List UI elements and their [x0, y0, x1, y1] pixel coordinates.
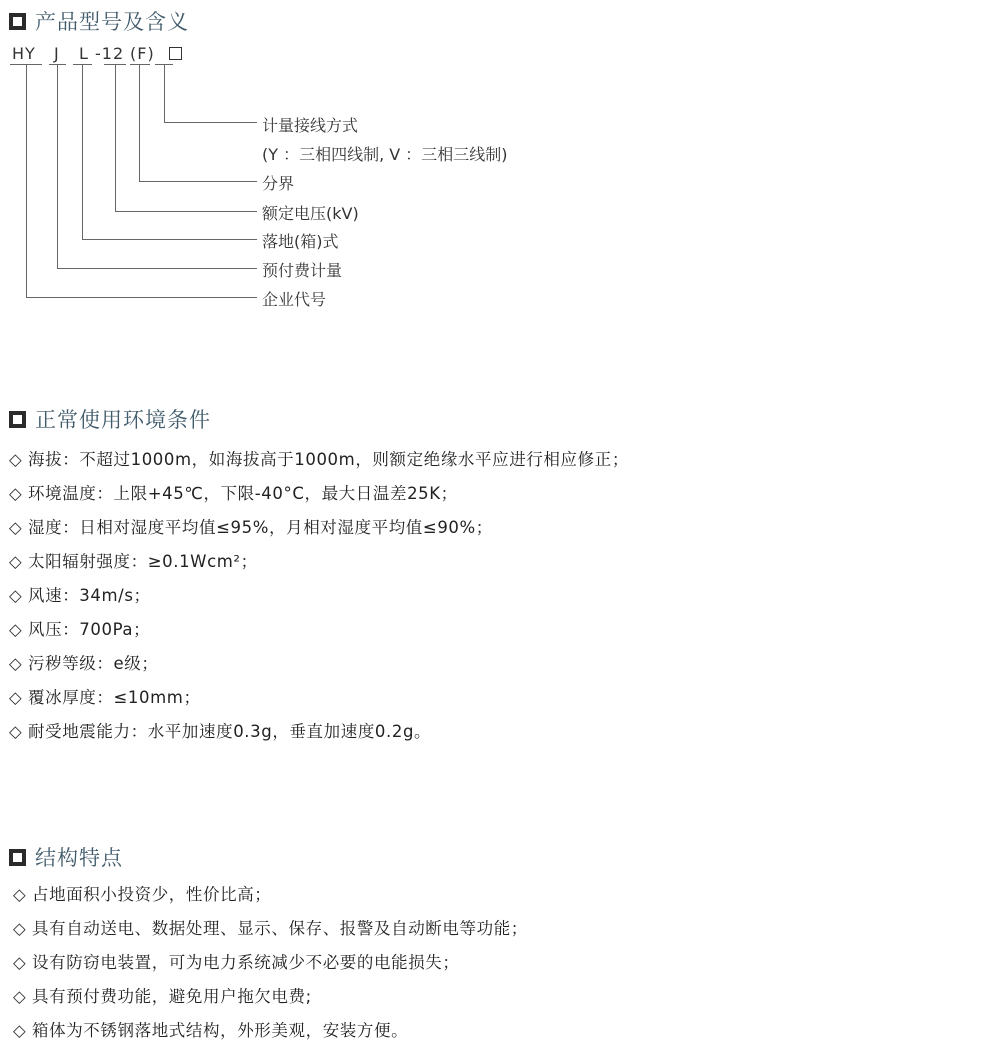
meaning-boundary: 分界 [262, 174, 295, 193]
list-item [9, 446, 629, 470]
list-item [13, 881, 271, 905]
list-item-text: 覆冰厚度：≤10mm； [28, 688, 201, 707]
list-item-text: 污秽等级：e级； [28, 654, 159, 673]
code-j: J [54, 44, 60, 63]
list-item-text: 箱体为不锈钢落地式结构，外形美观，安装方便。 [32, 1021, 409, 1040]
square-bullet-icon [9, 411, 26, 428]
list-item-text: 太阳辐射强度：≥0.1Wcm²； [28, 552, 258, 571]
list-item [9, 684, 201, 708]
diamond-bullet-icon: ◇ [13, 987, 27, 1006]
list-item [9, 548, 258, 572]
section-title-model [9, 7, 189, 35]
list-item [9, 650, 158, 674]
connector-12-h [115, 211, 257, 212]
diamond-bullet-icon: ◇ [13, 919, 27, 938]
square-bullet-icon [9, 849, 26, 866]
list-item [9, 718, 431, 742]
section-title-environment [9, 405, 211, 433]
connector-l-v [82, 64, 83, 239]
meaning-connection-mode: 计量接线方式 [262, 116, 359, 135]
connector-l-h [82, 239, 257, 240]
connector-f-v [139, 64, 140, 181]
list-item-text: 具有预付费功能，避免用户拖欠电费; [32, 987, 312, 1006]
code-dash-12: -12 [95, 44, 125, 63]
meaning-connection-note: (Y ：三相四线制, V ：三相三线制) [262, 145, 508, 164]
diamond-bullet-icon: ◇ [13, 953, 27, 972]
code-placeholder-box [169, 47, 182, 60]
list-item-text: 海拔：不超过1000m，如海拔高于1000m，则额定绝缘水平应进行相应修正； [28, 450, 629, 469]
diamond-bullet-icon: ◇ [13, 1021, 27, 1040]
connector-j-v [57, 64, 58, 268]
section-title-text: 产品型号及含义 [35, 10, 189, 34]
list-item-text: 环境温度：上限+45℃，下限-40°C，最大日温差25K； [28, 484, 458, 503]
list-item-text: 耐受地震能力：水平加速度0.3g，垂直加速度0.2g。 [28, 722, 432, 741]
section-title-structure [9, 843, 123, 871]
list-item [13, 1017, 408, 1041]
list-item [13, 915, 528, 939]
list-item [9, 514, 493, 538]
meaning-company-code: 企业代号 [262, 290, 327, 309]
connector-12-v [115, 64, 116, 211]
meaning-prepaid: 预付费计量 [262, 261, 343, 280]
list-item-text: 设有防窃电装置，可为电力系统减少不必要的电能损失； [32, 953, 460, 972]
diamond-bullet-icon: ◇ [9, 484, 23, 503]
section-title-text: 结构特点 [35, 846, 123, 870]
list-item [13, 949, 460, 973]
connector-box-h [164, 122, 257, 123]
diamond-bullet-icon: ◇ [9, 722, 23, 741]
connector-f-h [139, 181, 257, 182]
list-item-text: 风速：34m/s； [28, 586, 151, 605]
meaning-rated-voltage: 额定电压(kV) [262, 204, 359, 223]
list-item-text: 风压：700Pa； [28, 620, 151, 639]
square-bullet-icon [9, 13, 26, 30]
code-l: L [79, 44, 89, 63]
list-item-text: 具有自动送电、数据处理、显示、保存、报警及自动断电等功能； [32, 919, 528, 938]
list-item [13, 983, 312, 1007]
list-item-text: 湿度：日相对湿度平均值≤95%，月相对湿度平均值≤90%； [28, 518, 493, 537]
connector-j-h [57, 268, 257, 269]
code-hy: HY [12, 44, 36, 63]
section-title-text: 正常使用环境条件 [35, 408, 211, 432]
connector-hy-h [26, 297, 257, 298]
diamond-bullet-icon: ◇ [9, 586, 23, 605]
diamond-bullet-icon: ◇ [9, 552, 23, 571]
diamond-bullet-icon: ◇ [13, 885, 27, 904]
diamond-bullet-icon: ◇ [9, 518, 23, 537]
code-f: (F) [130, 44, 155, 63]
list-item [9, 582, 151, 606]
diamond-bullet-icon: ◇ [9, 688, 23, 707]
list-item [9, 480, 458, 504]
diamond-bullet-icon: ◇ [9, 450, 23, 469]
list-item-text: 占地面积小投资少，性价比高； [32, 885, 272, 904]
list-item [9, 616, 150, 640]
diamond-bullet-icon: ◇ [9, 620, 23, 639]
underline-f [130, 64, 150, 65]
diamond-bullet-icon: ◇ [9, 654, 23, 673]
meaning-floor-box: 落地(箱)式 [262, 232, 339, 251]
connector-hy-v [26, 64, 27, 297]
connector-box-v [164, 64, 165, 122]
